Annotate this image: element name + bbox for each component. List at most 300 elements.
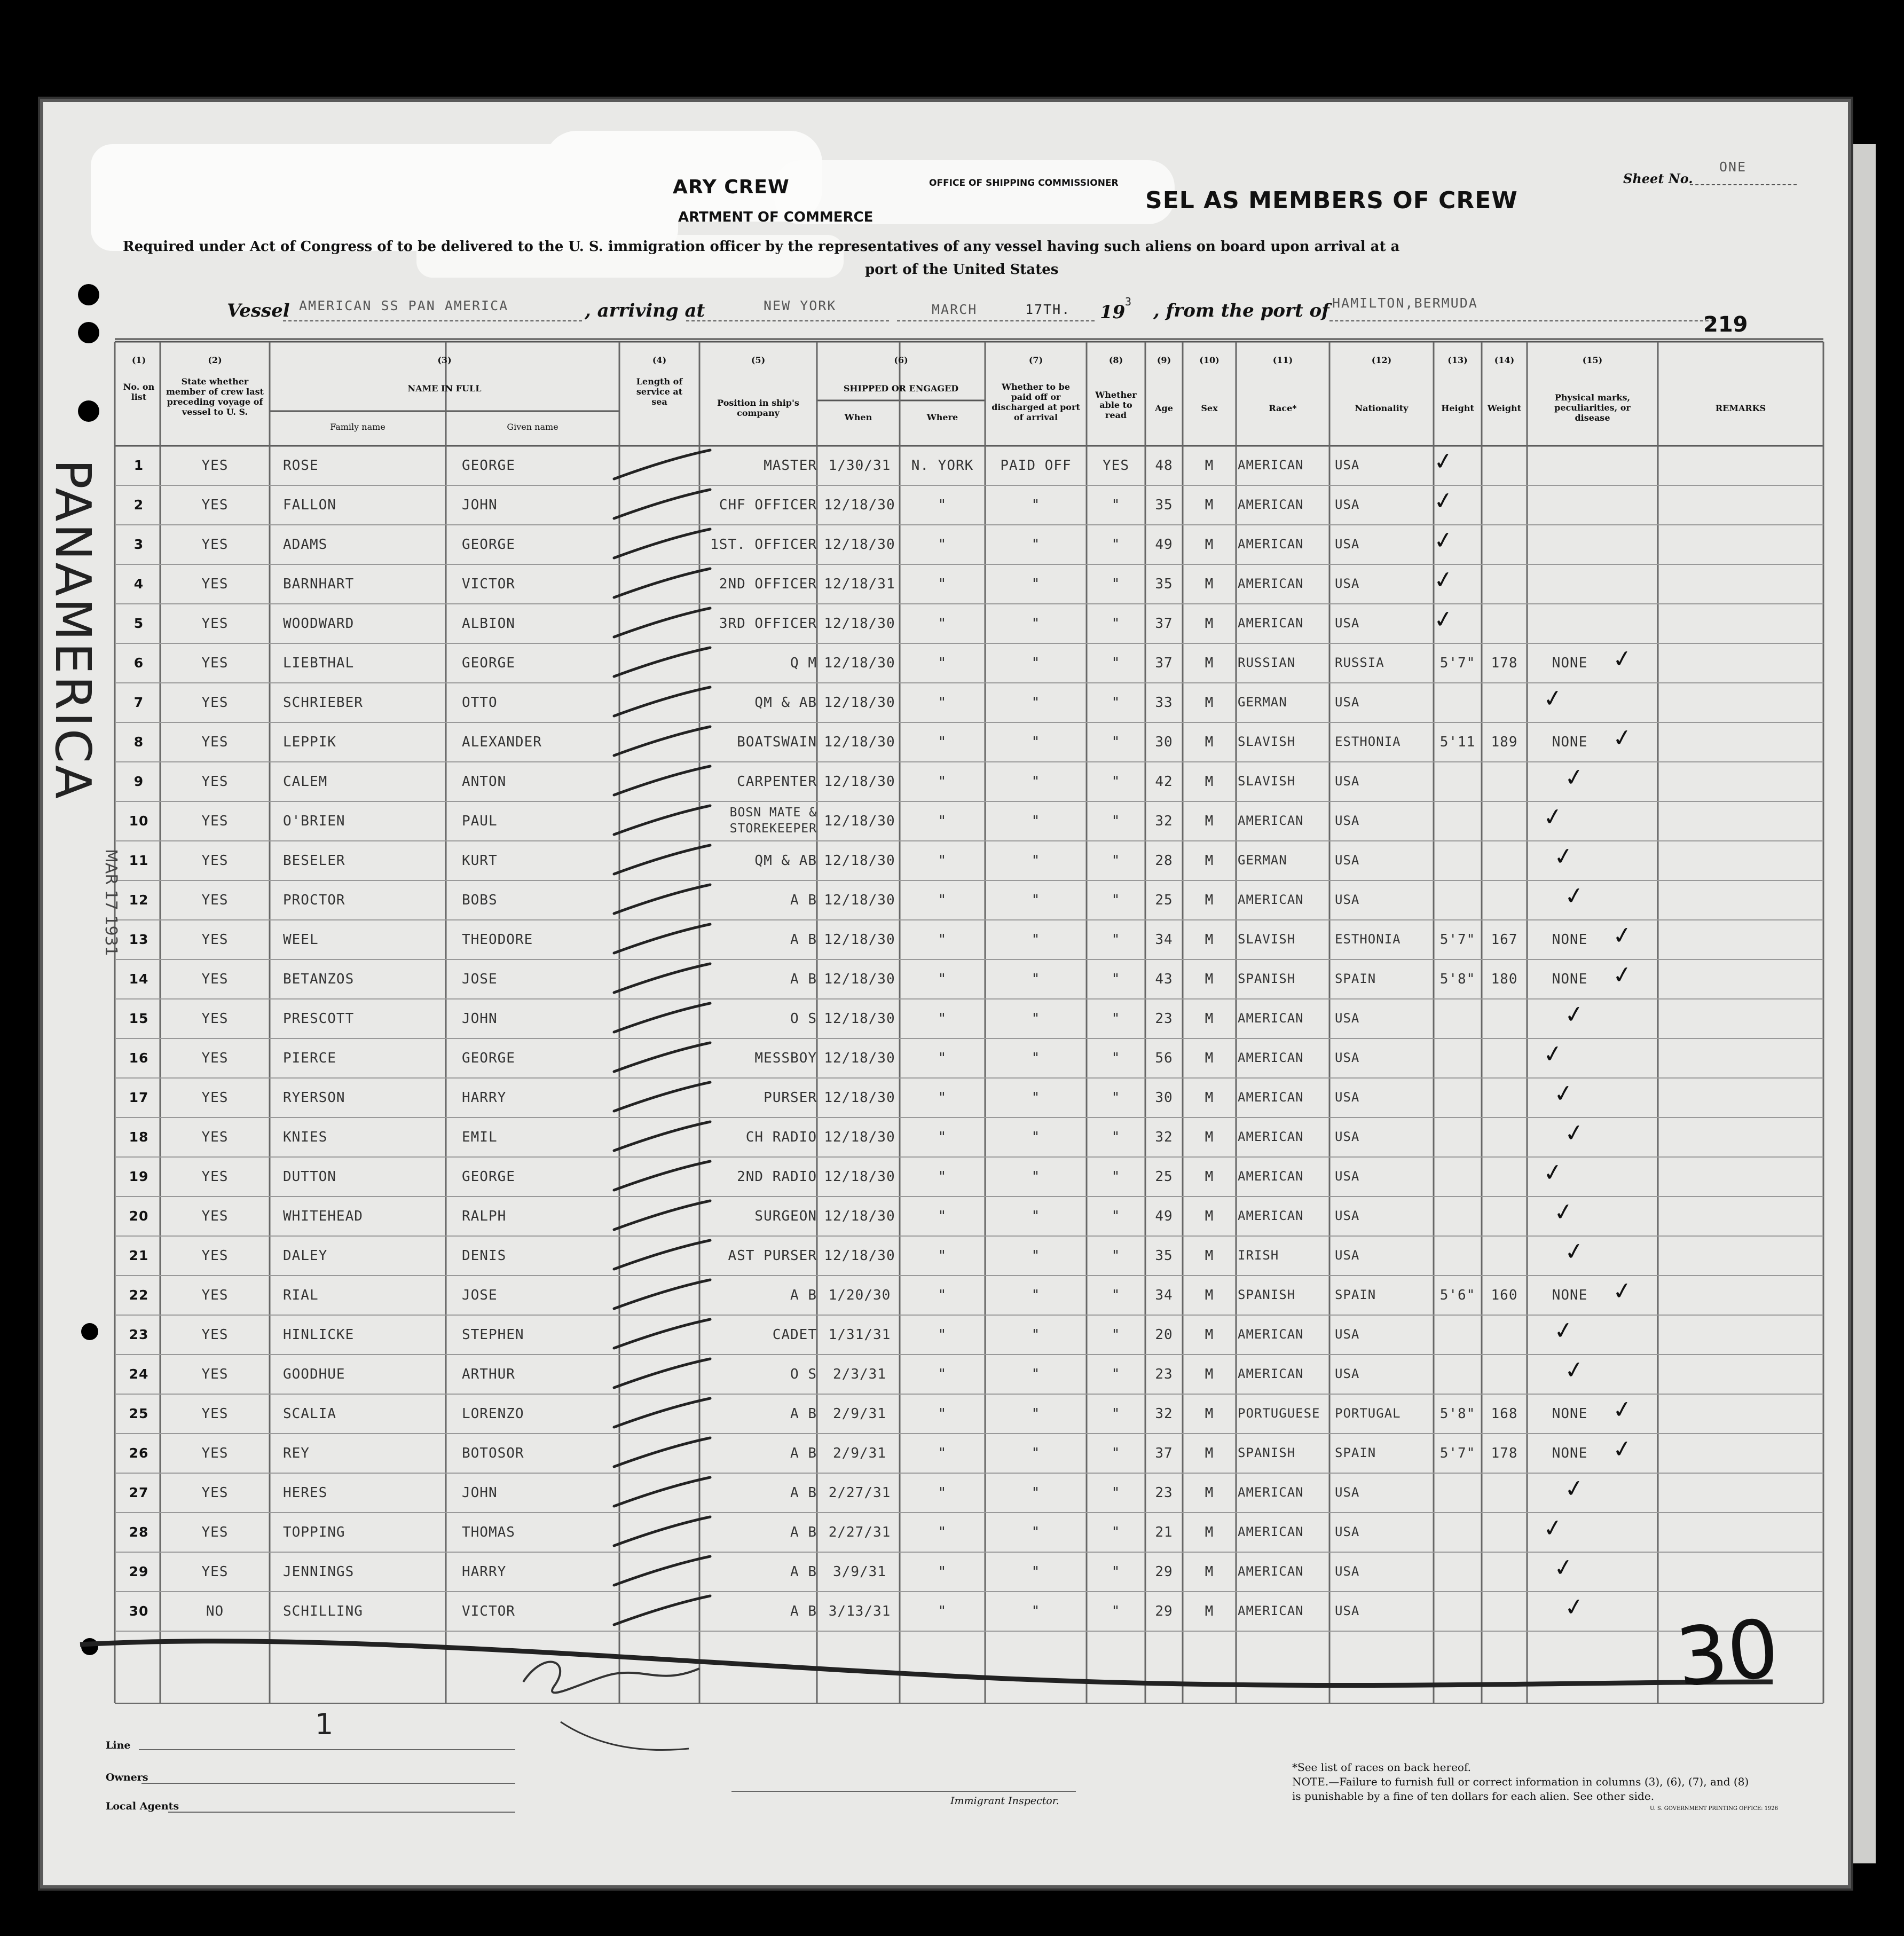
- cell-family-name: WHITEHEAD: [283, 1208, 363, 1224]
- cell-able-to-read: ": [1111, 1327, 1121, 1343]
- cell-where: ": [938, 932, 947, 948]
- cell-able-to-read: ": [1111, 813, 1121, 829]
- cell-family-name: KNIES: [283, 1129, 328, 1145]
- cell-where: N. YORK: [911, 458, 974, 474]
- cell-sex: M: [1205, 813, 1214, 829]
- cell-race: AMERICAN: [1238, 616, 1304, 631]
- cell-given-name: ANTON: [462, 774, 507, 790]
- cell-age: 37: [1155, 1445, 1173, 1461]
- cell-when: 12/18/30: [824, 853, 895, 869]
- cell-us-voyage: YES: [201, 734, 229, 750]
- col-num: (7): [1028, 355, 1043, 365]
- cell-nationality: USA: [1335, 1090, 1360, 1105]
- cell-sex: M: [1205, 1366, 1214, 1382]
- cell-given-name: PAUL: [462, 813, 498, 829]
- col-sex: Sex: [1201, 403, 1218, 413]
- cell-us-voyage: YES: [201, 1524, 229, 1540]
- col-length-of-service: Length of service at sea: [636, 376, 683, 407]
- cell-sex: M: [1205, 1327, 1214, 1343]
- vessel-name: AMERICAN SS PAN AMERICA: [299, 298, 509, 313]
- cell-weight: 180: [1491, 971, 1518, 987]
- cell-family-name: GOODHUE: [283, 1366, 345, 1382]
- cell-age: 32: [1155, 1129, 1173, 1145]
- department-label: ARTMENT OF COMMERCE: [678, 209, 874, 225]
- cell-where: ": [938, 616, 947, 632]
- cell-able-to-read: ": [1111, 853, 1121, 869]
- cell-nationality: USA: [1335, 1366, 1360, 1381]
- row-number: 20: [129, 1208, 149, 1224]
- cell-paid-off: ": [1031, 576, 1041, 592]
- cell-nationality: USA: [1335, 813, 1360, 828]
- cell-weight: 168: [1491, 1406, 1518, 1422]
- cell-race: AMERICAN: [1238, 1603, 1304, 1618]
- cell-position: 2ND OFFICER: [719, 576, 817, 592]
- cell-physical: NONE: [1552, 655, 1588, 671]
- check-mark: ✓: [1552, 1079, 1576, 1109]
- cell-able-to-read: ": [1111, 932, 1121, 948]
- cell-paid-off: ": [1031, 813, 1041, 829]
- cell-given-name: VICTOR: [462, 576, 515, 592]
- cell-us-voyage: YES: [201, 616, 229, 632]
- cell-age: 23: [1155, 1485, 1173, 1501]
- service-tick-mark: [614, 1003, 710, 1032]
- cell-family-name: PRESCOTT: [283, 1011, 355, 1027]
- cell-position: A B: [790, 1524, 817, 1540]
- cell-nationality: USA: [1335, 1208, 1360, 1223]
- cell-nationality: USA: [1335, 616, 1360, 631]
- row-number: 12: [129, 892, 149, 908]
- col-num: (13): [1447, 355, 1468, 365]
- cell-sex: M: [1205, 695, 1214, 711]
- cell-given-name: ARTHUR: [462, 1366, 515, 1382]
- end-of-list-line: [80, 1641, 1773, 1686]
- cell-able-to-read: YES: [1103, 458, 1129, 474]
- cell-paid-off: ": [1031, 1011, 1041, 1027]
- cell-age: 23: [1155, 1366, 1173, 1382]
- cell-us-voyage: NO: [206, 1603, 224, 1619]
- cell-paid-off: ": [1031, 1169, 1041, 1185]
- cell-position: A B: [790, 1406, 817, 1422]
- cell-when: 3/9/31: [833, 1564, 886, 1580]
- page-title: SEL AS MEMBERS OF CREW: [1145, 187, 1518, 214]
- cell-able-to-read: ": [1111, 1129, 1121, 1145]
- cell-nationality: USA: [1335, 537, 1360, 552]
- cell-weight: 160: [1491, 1287, 1518, 1303]
- col-num: (5): [751, 355, 766, 365]
- cell-where: ": [938, 497, 947, 513]
- check-mark: ✓: [1562, 1000, 1586, 1030]
- check-mark: ✓: [1552, 1553, 1576, 1583]
- cell-when: 2/9/31: [833, 1406, 886, 1422]
- arrival-month: MARCH: [932, 302, 978, 317]
- cell-us-voyage: YES: [201, 932, 229, 948]
- cell-where: ": [938, 1248, 947, 1264]
- row-number: 18: [129, 1129, 149, 1145]
- cell-race: AMERICAN: [1238, 458, 1304, 473]
- margin-ship-name: PANAMERICA: [44, 459, 101, 801]
- cell-where: ": [938, 1603, 947, 1619]
- cell-paid-off: ": [1031, 1090, 1041, 1106]
- cell-family-name: HERES: [283, 1485, 328, 1501]
- cell-given-name: JOHN: [462, 497, 498, 513]
- cell-race: SLAVISH: [1238, 932, 1296, 947]
- cell-weight: 167: [1491, 932, 1518, 948]
- cell-nationality: PORTUGAL: [1335, 1406, 1401, 1421]
- col-physical: Physical marks, peculiarities, or disease: [1554, 392, 1631, 423]
- cell-us-voyage: YES: [201, 1287, 229, 1303]
- cell-race: AMERICAN: [1238, 1485, 1304, 1500]
- service-tick-mark: [614, 569, 710, 597]
- cell-race: AMERICAN: [1238, 1524, 1304, 1539]
- cell-us-voyage: YES: [201, 1248, 229, 1264]
- cell-when: 2/27/31: [828, 1485, 891, 1501]
- cell-able-to-read: ": [1111, 1050, 1121, 1066]
- cell-position: BOATSWAIN: [737, 734, 817, 750]
- cell-where: ": [938, 655, 947, 671]
- cell-position: A B: [790, 1485, 817, 1501]
- col-num: (10): [1199, 355, 1219, 365]
- cell-nationality: USA: [1335, 1050, 1360, 1065]
- service-tick-mark: [614, 964, 710, 993]
- cell-age: 30: [1155, 734, 1173, 750]
- cell-nationality: SPAIN: [1335, 971, 1376, 986]
- cell-nationality: USA: [1335, 1524, 1360, 1539]
- cell-where: ": [938, 774, 947, 790]
- penalty-note-2: is punishable by a fine of ten dollars for each alien. See other side.: [1292, 1790, 1655, 1803]
- cell-age: 49: [1155, 537, 1173, 553]
- cell-when: 12/18/30: [824, 1090, 895, 1106]
- cell-height: 5'11: [1439, 734, 1476, 750]
- cell-where: ": [938, 1406, 947, 1422]
- cell-given-name: STEPHEN: [462, 1327, 524, 1343]
- cell-paid-off: ": [1031, 1129, 1041, 1145]
- cell-us-voyage: YES: [201, 1327, 229, 1343]
- cell-given-name: THOMAS: [462, 1524, 515, 1540]
- cell-position: MASTER: [764, 458, 817, 474]
- service-tick-mark: [614, 1161, 710, 1190]
- row-number: 14: [129, 971, 149, 987]
- col-num: (6): [894, 355, 908, 365]
- service-tick-mark: [614, 1082, 710, 1111]
- year-prefix: 19: [1100, 302, 1126, 323]
- cell-able-to-read: ": [1111, 497, 1121, 513]
- cell-race: AMERICAN: [1238, 537, 1304, 552]
- date-stamp: MAR 17 1931: [101, 849, 120, 956]
- cell-family-name: LIEBTHAL: [283, 655, 355, 671]
- cell-given-name: JOHN: [462, 1011, 498, 1027]
- check-mark: ✓: [1610, 920, 1634, 951]
- cell-where: ": [938, 1090, 947, 1106]
- cell-when: 12/18/30: [824, 1129, 895, 1145]
- cell-where: ": [938, 1327, 947, 1343]
- cell-paid-off: ": [1031, 932, 1041, 948]
- cell-position: QM & AB: [754, 695, 817, 711]
- cell-nationality: USA: [1335, 1327, 1360, 1342]
- cell-given-name: DENIS: [462, 1248, 507, 1264]
- cell-race: AMERICAN: [1238, 576, 1304, 591]
- cell-where: ": [938, 1129, 947, 1145]
- cell-physical: NONE: [1552, 734, 1588, 750]
- row-number: 28: [129, 1524, 149, 1540]
- row-number: 23: [129, 1327, 149, 1342]
- requirement-text: Required under Act of Congress of to be delivered to the U. S. immigration officer by the representatives of any vessel having such aliens on board upon arrival at a: [123, 239, 1400, 255]
- col-where: Where: [926, 412, 958, 422]
- cell-paid-off: ": [1031, 537, 1041, 553]
- service-tick-mark: [614, 1438, 710, 1467]
- cell-given-name: JOSE: [462, 971, 498, 987]
- check-mark: ✓: [1610, 960, 1634, 990]
- service-tick-mark: [614, 766, 710, 795]
- service-tick-mark: [614, 608, 710, 637]
- cell-given-name: EMIL: [462, 1129, 498, 1145]
- cell-given-name: LORENZO: [462, 1406, 524, 1422]
- service-tick-mark: [614, 1556, 710, 1585]
- cell-where: ": [938, 537, 947, 553]
- cell-sex: M: [1205, 1485, 1214, 1501]
- cell-position: CARPENTER: [737, 774, 817, 790]
- cell-weight: 189: [1491, 734, 1518, 750]
- cell-us-voyage: YES: [201, 853, 229, 869]
- cell-age: 34: [1155, 1287, 1173, 1303]
- cell-given-name: JOSE: [462, 1287, 498, 1303]
- cell-when: 12/18/30: [824, 497, 895, 513]
- cell-family-name: RYERSON: [283, 1090, 345, 1106]
- cell-age: 37: [1155, 616, 1173, 632]
- inspector-label: Immigrant Inspector.: [950, 1795, 1059, 1807]
- cell-age: 34: [1155, 932, 1173, 948]
- races-note: *See list of races on back hereof.: [1292, 1761, 1472, 1774]
- cell-when: 3/13/31: [828, 1603, 891, 1619]
- cell-physical: NONE: [1552, 1406, 1588, 1422]
- cell-us-voyage: YES: [201, 695, 229, 711]
- cell-paid-off: ": [1031, 1050, 1041, 1066]
- col-nationality: Nationality: [1355, 403, 1409, 413]
- row-number: 29: [129, 1564, 149, 1579]
- cell-when: 12/18/30: [824, 537, 895, 553]
- cell-race: SPANISH: [1238, 1287, 1296, 1302]
- cell-us-voyage: YES: [201, 774, 229, 790]
- cell-where: ": [938, 971, 947, 987]
- cell-able-to-read: ": [1111, 1366, 1121, 1382]
- col-race: Race*: [1269, 403, 1297, 413]
- cell-paid-off: ": [1031, 853, 1041, 869]
- vessel-label: Vessel: [227, 300, 290, 321]
- cell-paid-off: ": [1031, 892, 1041, 908]
- cell-age: 29: [1155, 1564, 1173, 1580]
- cell-race: AMERICAN: [1238, 1327, 1304, 1342]
- check-mark: ✓: [1431, 565, 1455, 595]
- cell-physical: NONE: [1552, 1287, 1588, 1303]
- cell-able-to-read: ": [1111, 1090, 1121, 1106]
- cell-height: 5'8": [1439, 971, 1476, 987]
- service-tick-mark: [614, 1398, 710, 1427]
- cell-when: 1/31/31: [828, 1327, 891, 1343]
- col-num: (1): [131, 355, 146, 365]
- cell-race: AMERICAN: [1238, 1050, 1304, 1065]
- cell-sex: M: [1205, 1129, 1214, 1145]
- cell-given-name: ALBION: [462, 616, 515, 632]
- cell-us-voyage: YES: [201, 892, 229, 908]
- cell-paid-off: ": [1031, 774, 1041, 790]
- cell-paid-off: ": [1031, 734, 1041, 750]
- cell-age: 21: [1155, 1524, 1173, 1540]
- cell-family-name: SCALIA: [283, 1406, 336, 1422]
- cell-position: A B: [790, 971, 817, 987]
- cell-race: SLAVISH: [1238, 774, 1296, 789]
- owners-label: Owners: [106, 1772, 148, 1783]
- cell-family-name: JENNINGS: [283, 1564, 355, 1580]
- cell-us-voyage: YES: [201, 1208, 229, 1224]
- cell-able-to-read: ": [1111, 734, 1121, 750]
- cell-paid-off: PAID OFF: [1000, 458, 1072, 474]
- cell-when: 12/18/30: [824, 695, 895, 711]
- cell-where: ": [938, 1524, 947, 1540]
- cell-given-name: BOBS: [462, 892, 498, 908]
- arriving-label: , arriving at: [585, 300, 705, 321]
- cell-family-name: REY: [283, 1445, 310, 1461]
- cell-age: 25: [1155, 892, 1173, 908]
- cell-able-to-read: ": [1111, 655, 1121, 671]
- cell-sex: M: [1205, 1208, 1214, 1224]
- cell-family-name: BARNHART: [283, 576, 355, 592]
- cell-given-name: GEORGE: [462, 1050, 515, 1066]
- cell-position: SURGEON: [754, 1208, 817, 1224]
- check-mark: ✓: [1552, 1197, 1576, 1227]
- cell-position: A B: [790, 1603, 817, 1619]
- service-tick-mark: [614, 924, 710, 953]
- cell-sex: M: [1205, 458, 1214, 474]
- cell-nationality: RUSSIA: [1335, 655, 1384, 670]
- cell-able-to-read: ": [1111, 1287, 1121, 1303]
- cell-age: 33: [1155, 695, 1173, 711]
- cell-sex: M: [1205, 1445, 1214, 1461]
- total-mark: 30: [1672, 1602, 1783, 1705]
- cell-us-voyage: YES: [201, 1011, 229, 1027]
- cell-paid-off: ": [1031, 1287, 1041, 1303]
- cell-height: 5'8": [1439, 1406, 1476, 1422]
- cell-us-voyage: YES: [201, 1406, 229, 1422]
- cell-race: AMERICAN: [1238, 892, 1304, 907]
- cell-position: BOSN MATE & STOREKEEPER: [729, 806, 817, 836]
- col-num: (8): [1108, 355, 1123, 365]
- cell-sex: M: [1205, 576, 1214, 592]
- cell-given-name: JOHN: [462, 1485, 498, 1501]
- cell-race: AMERICAN: [1238, 1366, 1304, 1381]
- cell-family-name: LEPPIK: [283, 734, 336, 750]
- cell-sex: M: [1205, 892, 1214, 908]
- cell-position: O S: [790, 1011, 817, 1027]
- row-number: 4: [133, 576, 144, 592]
- cell-sex: M: [1205, 1524, 1214, 1540]
- service-tick-mark: [614, 1596, 710, 1625]
- row-number: 30: [129, 1603, 149, 1619]
- penalty-note: NOTE.—Failure to furnish full or correct information in columns (3), (6), (7), and (8): [1292, 1775, 1749, 1788]
- col-weight: Weight: [1487, 403, 1522, 413]
- from-port: HAMILTON,BERMUDA: [1332, 295, 1478, 311]
- row-number: 16: [129, 1050, 149, 1066]
- col-name-in-full: NAME IN FULL: [407, 383, 482, 394]
- cell-weight: 178: [1491, 1445, 1518, 1461]
- cell-able-to-read: ": [1111, 774, 1121, 790]
- cell-family-name: SCHILLING: [283, 1603, 363, 1619]
- row-number: 17: [129, 1090, 149, 1105]
- cell-given-name: RALPH: [462, 1208, 507, 1224]
- check-mark: ✓: [1541, 1158, 1565, 1188]
- cell-where: ": [938, 1208, 947, 1224]
- cell-sex: M: [1205, 497, 1214, 513]
- from-port-label: , from the port of: [1153, 300, 1329, 321]
- cell-family-name: SCHRIEBER: [283, 695, 363, 711]
- cell-where: ": [938, 892, 947, 908]
- cell-nationality: USA: [1335, 1011, 1360, 1026]
- cell-nationality: USA: [1335, 1169, 1360, 1184]
- cell-race: SPANISH: [1238, 971, 1296, 986]
- cell-position: CH RADIO: [745, 1129, 817, 1145]
- cell-when: 12/18/30: [824, 655, 895, 671]
- col-age: Age: [1155, 403, 1173, 413]
- printer-note: U. S. GOVERNMENT PRINTING OFFICE: 1926: [1650, 1806, 1779, 1812]
- check-mark: ✓: [1431, 486, 1455, 516]
- cell-sex: M: [1205, 1603, 1214, 1619]
- cell-nationality: SPAIN: [1335, 1445, 1376, 1460]
- cell-race: AMERICAN: [1238, 1011, 1304, 1026]
- check-mark: ✓: [1541, 1513, 1565, 1544]
- cell-us-voyage: YES: [201, 655, 229, 671]
- cell-where: ": [938, 1050, 947, 1066]
- cell-able-to-read: ": [1111, 1445, 1121, 1461]
- col-paid-off: Whether to be paid off or discharged at port of arrival: [992, 382, 1080, 422]
- cell-nationality: USA: [1335, 1603, 1360, 1618]
- cell-nationality: USA: [1335, 774, 1360, 789]
- col-num: (4): [652, 355, 667, 365]
- cell-sex: M: [1205, 1050, 1214, 1066]
- check-mark: ✓: [1562, 1355, 1586, 1386]
- cell-age: 35: [1155, 1248, 1173, 1264]
- cell-where: ": [938, 695, 947, 711]
- cell-position: 2ND RADIO: [737, 1169, 817, 1185]
- row-number: 15: [129, 1011, 149, 1026]
- cell-sex: M: [1205, 1169, 1214, 1185]
- service-tick-mark: [614, 1122, 710, 1151]
- check-mark: ✓: [1541, 683, 1565, 714]
- cell-able-to-read: ": [1111, 1208, 1121, 1224]
- check-mark: ✓: [1431, 525, 1455, 556]
- cell-race: SLAVISH: [1238, 734, 1296, 749]
- service-tick-mark: [614, 1240, 710, 1269]
- service-tick-mark: [614, 1280, 710, 1309]
- cell-sex: M: [1205, 971, 1214, 987]
- cell-physical: NONE: [1552, 932, 1588, 948]
- cell-position: QM & AB: [754, 853, 817, 869]
- cell-family-name: BETANZOS: [283, 971, 355, 987]
- check-mark: ✓: [1610, 1395, 1634, 1425]
- row-number: 25: [129, 1406, 149, 1421]
- cell-able-to-read: ": [1111, 695, 1121, 711]
- cell-physical: NONE: [1552, 1445, 1588, 1461]
- cell-when: 12/18/30: [824, 734, 895, 750]
- cell-position: A B: [790, 1287, 817, 1303]
- cell-us-voyage: YES: [201, 458, 229, 474]
- cell-age: 23: [1155, 1011, 1173, 1027]
- cell-height: 5'7": [1439, 655, 1476, 671]
- cell-weight: 178: [1491, 655, 1518, 671]
- row-number: 22: [129, 1287, 149, 1303]
- cell-us-voyage: YES: [201, 537, 229, 553]
- cell-family-name: TOPPING: [283, 1524, 345, 1540]
- cell-nationality: USA: [1335, 1129, 1360, 1144]
- cell-given-name: VICTOR: [462, 1603, 515, 1619]
- cell-sex: M: [1205, 1564, 1214, 1580]
